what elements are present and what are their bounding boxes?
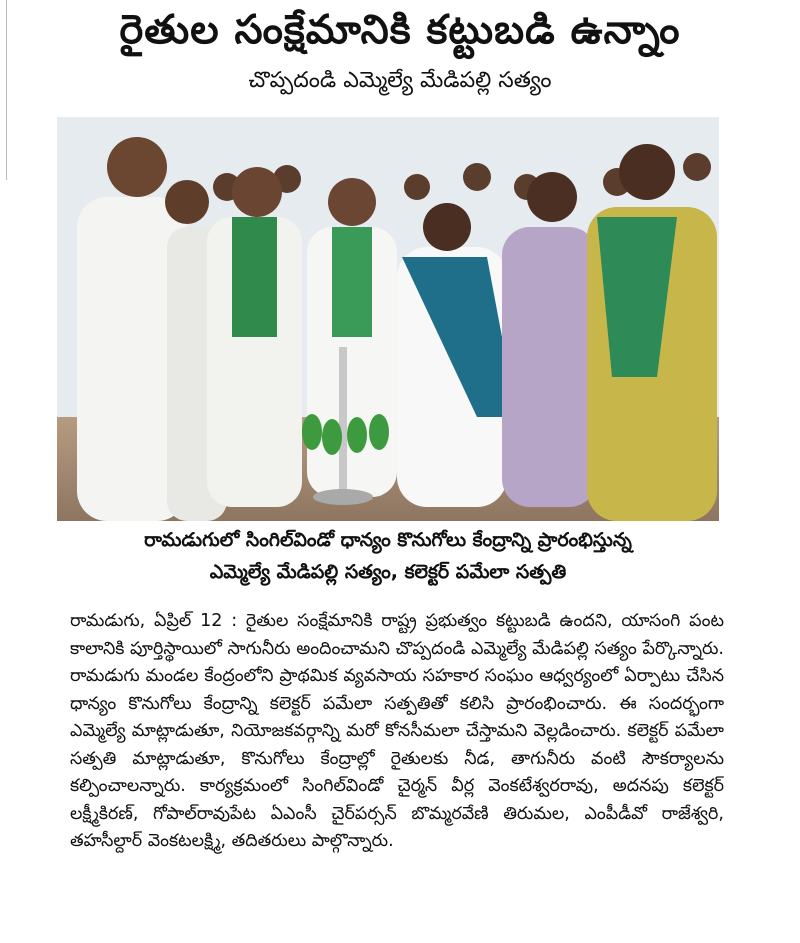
caption-line-2: ఎమ్మెల్యే మేడిపల్లి సత్యం, కలెక్టర్ పమేలా సత్పతి	[209, 561, 567, 583]
article-body	[70, 608, 724, 856]
next-article-fragment	[100, 930, 400, 943]
article-headline: రైతుల సంక్షేమానికి కట్టుబడి ఉన్నాం	[119, 7, 681, 53]
photo-caption	[57, 524, 719, 588]
article-paragraph: రామడుగు, ఏప్రిల్ 12 : రైతుల సంక్షేమానికి రాష్ట్ర ప్రభుత్వం కట్టుబడి ఉందని, యాసంగి పంట కాలానికి పూర్తిస్థాయిలో సాగునీరు అందించామని చొప్పదండి ఎమ్మెల్యే మేడిపల్లి సత్యం పేర్కొన్నారు. రామడుగు మండల కేంద్రంలోని ప్రాథమిక వ్యవసాయ సహకార సంఘం ఆధ్వర్యంలో ఏర్పాటు చేసిన ధాన్యం కొనుగోలు కేంద్రాన్ని కలెక్టర్ పమేలా సత్పతితో కలిసి ప్రారంభించారు. ఈ సందర్భంగా ఎమ్మెల్యే మాట్లాడుతూ, నియోజకవర్గాన్ని మరో కోనసీమలా చేస్తామని వెల్లడించారు. కలెక్టర్ పమేలా సత్పతి మాట్లాడుతూ, కొనుగోలు కేంద్రాల్లో రైతులకు నీడ, తాగునీరు వంటి సౌకర్యాలను కల్పించాలన్నారు. కార్యక్రమంలో సింగిల్‌విండో చైర్మన్ వీర్ల వెంకటేశ్వరరావు, అదనపు కలెక్టర్ లక్ష్మీకిరణ్, గోపాల్‌రావుపేట ఏఎంసీ చైర్‌పర్సన్ బొమ్మరవేణి తిరుమల, ఎంపీడీవో రాజేశ్వరి, తహసీల్దార్ వెంకటలక్ష్మి, తదితరులు పాల్గొన్నారు.	[70, 611, 724, 851]
photo-illustration	[57, 117, 719, 521]
adjacent-column-fragment	[0, 250, 12, 910]
article-subheadline: చొప్పదండి ఎమ్మెల్యే మేడిపల్లి సత్యం	[248, 68, 552, 93]
caption-line-1: రామడుగులో సింగిల్‌విండో ధాన్యం కొనుగోలు కేంద్రాన్ని ప్రారంభిస్తున్న	[144, 529, 632, 551]
column-divider	[0, 0, 7, 180]
news-photo	[57, 117, 719, 521]
